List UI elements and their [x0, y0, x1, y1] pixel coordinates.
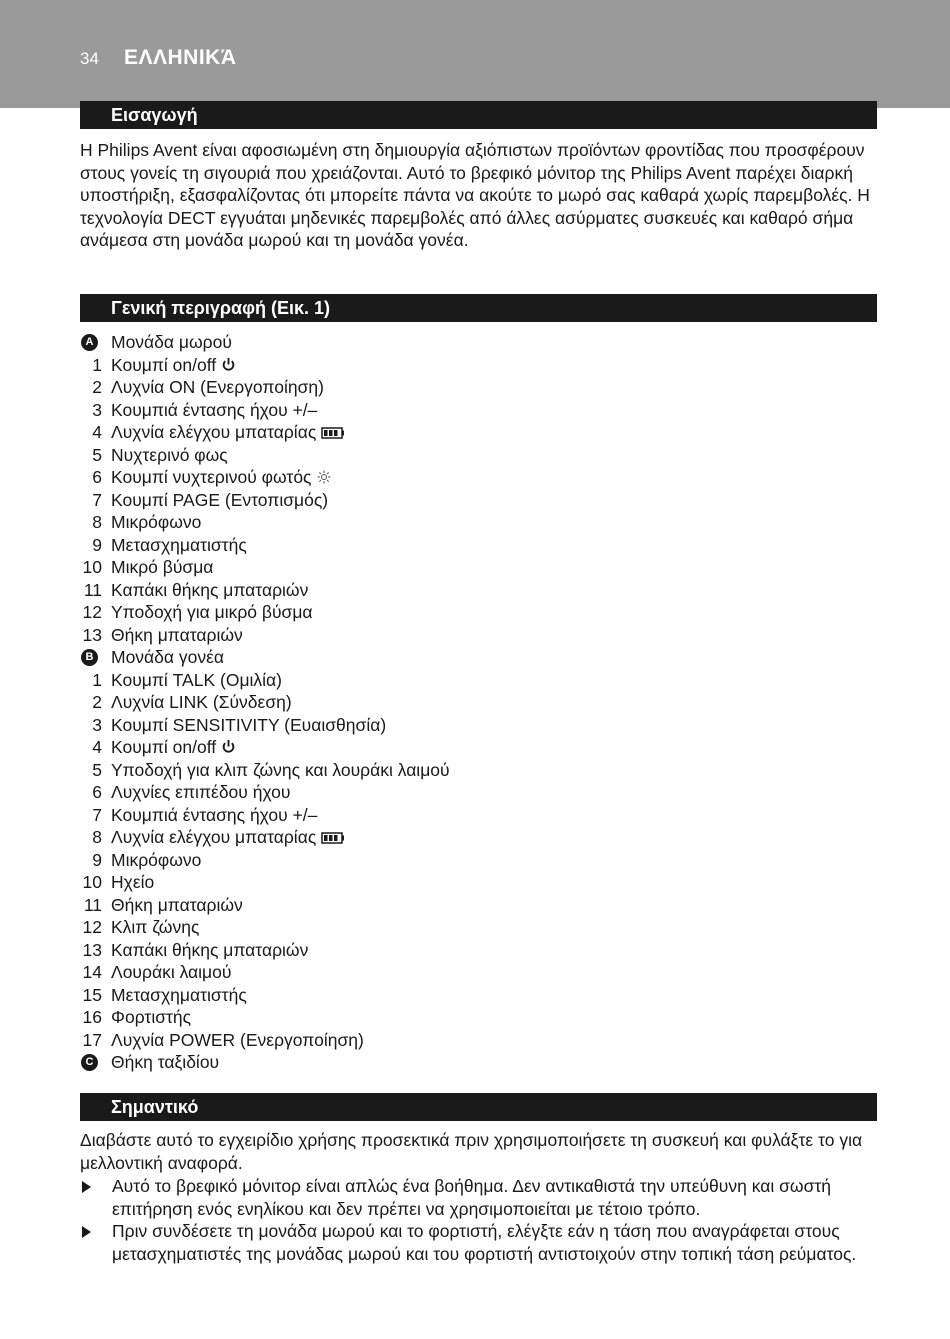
list-item — [80, 579, 880, 602]
list-item — [80, 624, 880, 647]
item-label: Θήκη μπαταριών — [111, 894, 243, 915]
list-item — [80, 871, 880, 894]
list-item — [80, 916, 880, 939]
battery-icon — [321, 827, 345, 850]
item-number: 3 — [92, 399, 102, 420]
section-letter-badge: A — [81, 334, 98, 351]
item-number: 5 — [92, 444, 102, 465]
item-label: Κουμπί TALK (Ομιλία) — [111, 669, 282, 690]
item-number: 12 — [82, 602, 102, 622]
item-number: 9 — [92, 534, 102, 555]
item-number: 6 — [92, 467, 102, 487]
battery-icon — [321, 422, 345, 445]
section-title: Σημαντικό — [111, 1097, 199, 1117]
item-number: 13 — [82, 939, 102, 960]
item-number: 2 — [92, 692, 102, 712]
page-number: 34 — [80, 49, 99, 68]
item-label: Μετασχηματιστής — [111, 984, 247, 1005]
item-number: 11 — [83, 579, 102, 600]
list-item — [80, 1029, 880, 1052]
list-item — [80, 961, 880, 984]
item-label: Λυχνίες επιπέδου ήχου — [111, 782, 291, 802]
item-label: Καπάκι θήκης μπαταριών — [111, 579, 309, 600]
list-item — [80, 534, 880, 557]
item-number: 12 — [82, 917, 102, 937]
item-number: 6 — [92, 782, 102, 802]
item-label: Μικρόφωνο — [111, 849, 202, 870]
header-band — [0, 0, 950, 108]
item-label: Κουμπιά έντασης ήχου +/– — [111, 399, 318, 420]
item-number: 1 — [92, 669, 102, 690]
item-label: Κουμπί on/off — [111, 737, 217, 757]
item-number: 9 — [92, 849, 102, 870]
list-item — [80, 1006, 880, 1029]
list-item — [80, 556, 880, 579]
list-item — [80, 331, 880, 354]
list-item — [80, 984, 880, 1007]
item-label: Θήκη μπαταριών — [111, 624, 243, 645]
item-number: 14 — [82, 962, 102, 982]
list-item — [80, 759, 880, 782]
item-number: 15 — [82, 984, 102, 1005]
list-item — [80, 601, 880, 624]
list-item — [80, 511, 880, 534]
section-title: Γενική περιγραφή (Εικ. 1) — [111, 298, 330, 318]
list-item — [80, 939, 880, 962]
bullet-arrow-icon — [82, 1181, 91, 1193]
list-item — [80, 714, 880, 737]
item-label: Κουμπί PAGE (Εντοπισμός) — [111, 489, 329, 510]
item-label: Λυχνία POWER (Ενεργοποίηση) — [111, 1029, 364, 1050]
list-item — [80, 894, 880, 917]
list-item — [80, 826, 880, 849]
item-number: 10 — [82, 557, 102, 577]
item-label: Καπάκι θήκης μπαταριών — [111, 939, 309, 960]
item-label: Νυχτερινό φως — [111, 444, 228, 465]
section-heading-important — [80, 1093, 877, 1121]
item-label: Φορτιστής — [111, 1007, 192, 1027]
item-label: Λυχνία ON (Ενεργοποίηση) — [111, 377, 324, 397]
item-number: 2 — [92, 377, 102, 397]
item-label: Θήκη ταξιδίου — [111, 1052, 220, 1072]
bullet-text: Πριν συνδέσετε τη μονάδα μωρού και το φορτιστή, ελέγξτε εάν η τάση που αναγράφεται στους μετασχηματιστές της μονάδας μωρού και του φορτιστή αντιστοιχούν στην τοπική τάση ρεύματος. — [112, 1221, 857, 1264]
important-bullet-list — [80, 1175, 880, 1265]
item-number: 10 — [82, 872, 102, 892]
list-item — [80, 646, 880, 669]
item-label: Λυχνία ελέγχου μπαταρίας — [111, 422, 317, 442]
power-icon — [221, 737, 236, 760]
nightlight-icon — [317, 467, 331, 490]
item-label: Κλιπ ζώνης — [111, 917, 200, 937]
item-label: Ηχείο — [111, 872, 155, 892]
item-label: Κουμπί SENSITIVITY (Ευαισθησία) — [111, 714, 387, 735]
item-number: 3 — [92, 714, 102, 735]
bullet-item — [80, 1220, 880, 1265]
list-item — [80, 489, 880, 512]
item-label: Κουμπί on/off — [111, 354, 217, 375]
item-label: Μονάδα γονέα — [111, 647, 225, 667]
item-label: Μονάδα μωρού — [111, 332, 232, 352]
list-item — [80, 1051, 880, 1074]
list-item — [80, 804, 880, 827]
language-title: ΕΛΛΗΝΙΚΆ — [124, 46, 237, 69]
list-item — [80, 669, 880, 692]
item-label: Κουμπιά έντασης ήχου +/– — [111, 804, 318, 825]
item-label: Κουμπί νυχτερινού φωτός — [111, 467, 312, 487]
bullet-arrow-icon — [82, 1226, 91, 1238]
section-letter-badge: C — [81, 1054, 98, 1071]
item-number: 17 — [82, 1029, 102, 1050]
bullet-item — [80, 1175, 880, 1220]
item-label: Υποδοχή για κλιπ ζώνης και λουράκι λαιμού — [111, 759, 450, 780]
intro-paragraph: Η Philips Avent είναι αφοσιωμένη στη δημιουργία αξιόπιστων προϊόντων φροντίδας που προσφέρουν στους γονείς τη σιγουριά που χρειάζονται. Αυτό το βρεφικό μόνιτορ της Philips Avent παρέχει διαρκή υποστήριξη, εξασφαλίζοντας ότι μπορείτε πάντα να ακούτε το μωρό σας καθαρά χωρίς παρεμβολές. Η τεχνολογία DECT εγγυάται μηδενικές παρεμβολές από άλλες ασύρματες συσκευές και καθαρό σήμα ανάμεσα στη μονάδα μωρού και τη μονάδα γονέα. — [80, 140, 870, 251]
parts-list — [80, 331, 880, 1074]
item-label: Μικρόφωνο — [111, 512, 202, 532]
item-number: 16 — [82, 1007, 102, 1027]
item-number: 13 — [82, 624, 102, 645]
section-heading-intro — [80, 101, 877, 129]
item-number: 8 — [92, 827, 102, 847]
item-number: 4 — [92, 737, 102, 757]
item-label: Μικρό βύσμα — [111, 557, 214, 577]
power-icon — [221, 355, 236, 378]
item-label: Υποδοχή για μικρό βύσμα — [111, 602, 313, 622]
item-number: 11 — [83, 894, 102, 915]
section-heading-general — [80, 294, 877, 322]
important-paragraph: Διαβάστε αυτό το εγχειρίδιο χρήσης προσεκτικά πριν χρησιμοποιήσετε τη συσκευή και φυλάξτε το για μελλοντική αναφορά. — [80, 1130, 863, 1173]
item-number: 7 — [92, 489, 102, 510]
list-item — [80, 376, 880, 399]
list-item — [80, 849, 880, 872]
list-item — [80, 421, 880, 444]
item-label: Λουράκι λαιμού — [111, 962, 232, 982]
item-label: Μετασχηματιστής — [111, 534, 247, 555]
list-item — [80, 691, 880, 714]
list-item — [80, 466, 880, 489]
list-item — [80, 736, 880, 759]
list-item — [80, 399, 880, 422]
list-item — [80, 444, 880, 467]
item-number: 5 — [92, 759, 102, 780]
list-item — [80, 354, 880, 377]
item-label: Λυχνία LINK (Σύνδεση) — [111, 692, 292, 712]
section-letter-badge: B — [81, 649, 98, 666]
item-number: 8 — [92, 512, 102, 532]
item-number: 1 — [92, 354, 102, 375]
item-number: 7 — [92, 804, 102, 825]
bullet-text: Αυτό το βρεφικό μόνιτορ είναι απλώς ένα βοήθημα. Δεν αντικαθιστά την υπεύθυνη και σωστή επιτήρηση ενός ενηλίκου και δεν πρέπει να χρησιμοποιείται με τέτοιο τρόπο. — [112, 1176, 832, 1219]
section-title: Εισαγωγή — [111, 105, 198, 125]
item-number: 4 — [92, 422, 102, 442]
item-label: Λυχνία ελέγχου μπαταρίας — [111, 827, 317, 847]
list-item — [80, 781, 880, 804]
